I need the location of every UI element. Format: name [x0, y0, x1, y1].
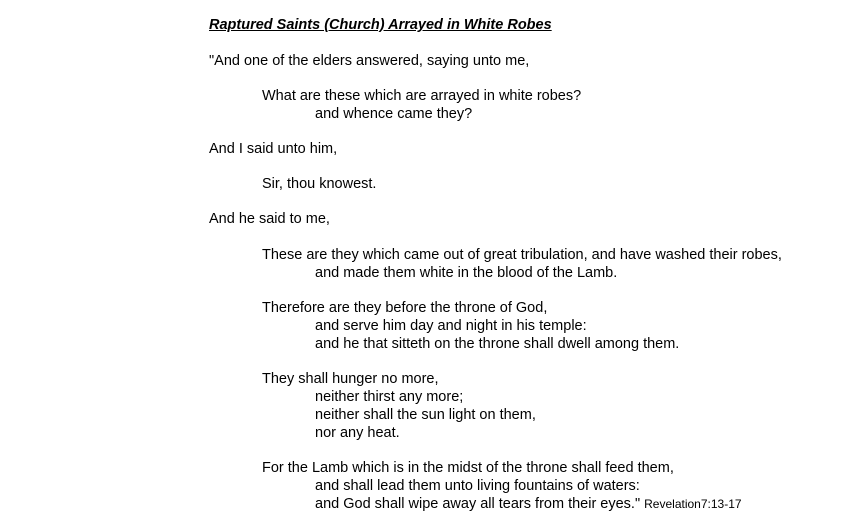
verse-line: and God shall wipe away all tears from their eyes." — [315, 496, 641, 512]
verse-line: and whence came they? — [315, 106, 473, 122]
verse-last-line — [315, 495, 742, 513]
verse-line: And I said unto him, — [209, 141, 338, 157]
document-title: Raptured Saints (Church) Arrayed in White Robes — [209, 17, 552, 33]
verse-line: and serve him day and night in his temple: — [315, 318, 587, 334]
verse-line: and shall lead them unto living fountains of waters: — [315, 478, 640, 494]
verse-line: "And one of the elders answered, saying unto me, — [209, 53, 530, 69]
verse-line: They shall hunger no more, — [262, 371, 439, 387]
verse-line: and he that sitteth on the throne shall dwell among them. — [315, 336, 680, 352]
verse-line: nor any heat. — [315, 425, 400, 441]
verse-line: neither thirst any more; — [315, 389, 464, 405]
verse-line: What are these which are arrayed in white robes? — [262, 88, 582, 104]
verse-line: And he said to me, — [209, 211, 330, 227]
verse-line: Therefore are they before the throne of God, — [262, 300, 548, 316]
verse-line: Sir, thou knowest. — [262, 176, 377, 192]
verse-line: These are they which came out of great tribulation, and have washed their robes, — [262, 247, 782, 263]
verse-line: and made them white in the blood of the Lamb. — [315, 265, 618, 281]
scripture-citation: Revelation7:13-17 — [644, 497, 742, 511]
verse-line: For the Lamb which is in the midst of the throne shall feed them, — [262, 460, 674, 476]
verse-line: neither shall the sun light on them, — [315, 407, 536, 423]
